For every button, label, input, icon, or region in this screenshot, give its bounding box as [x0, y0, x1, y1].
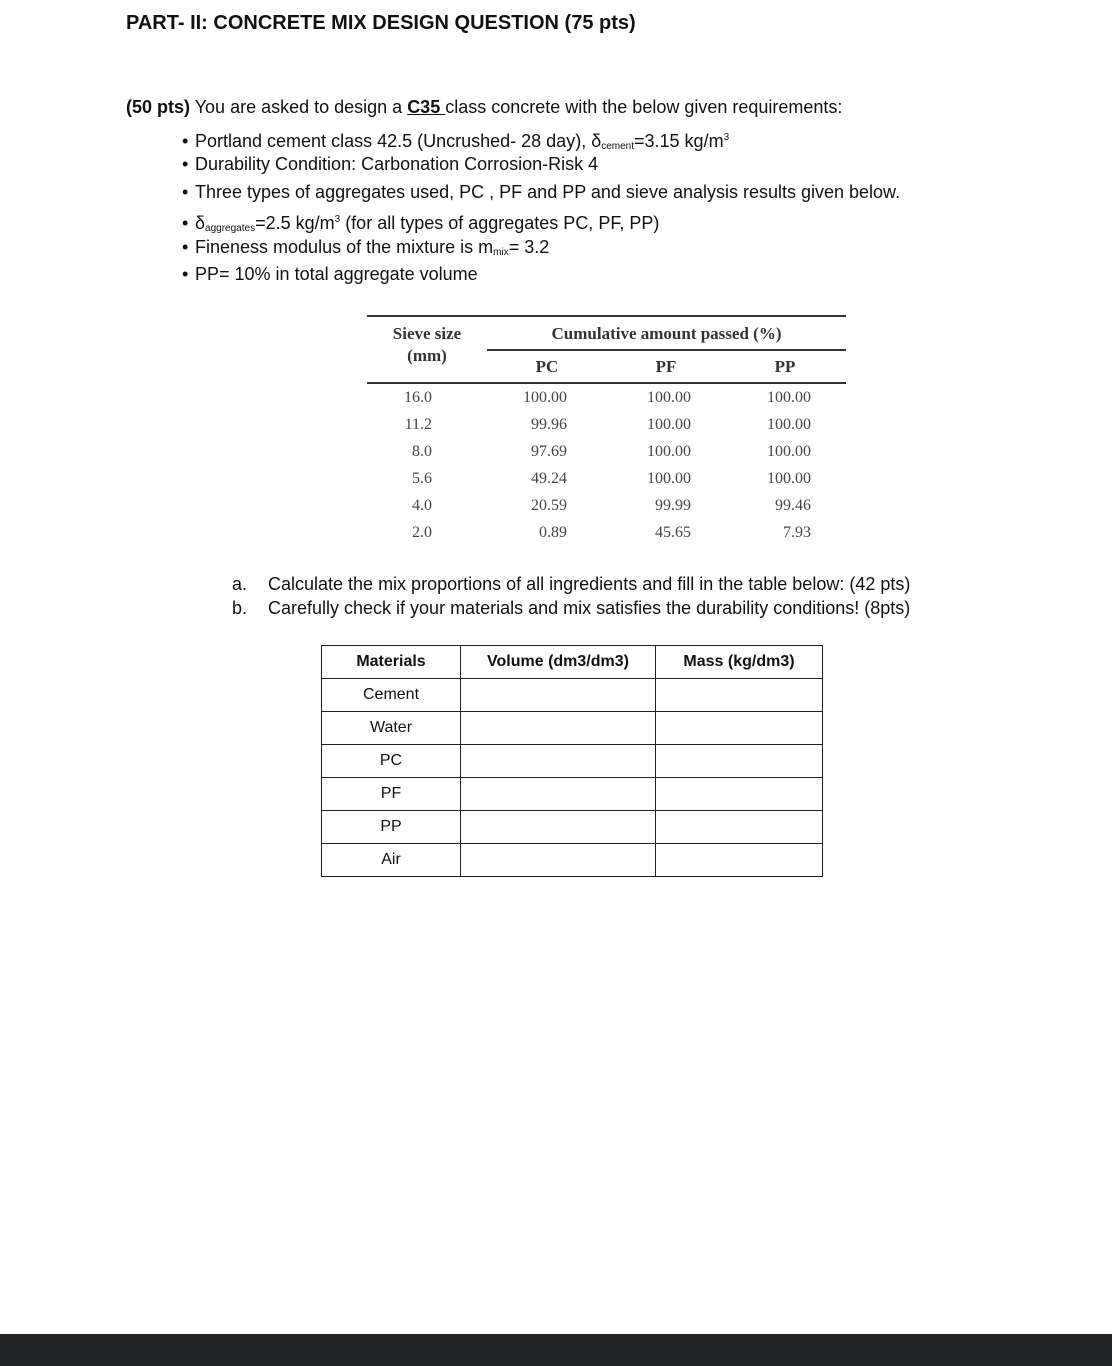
- table-row: [322, 844, 823, 877]
- cement-subscript: cement: [601, 141, 635, 152]
- sieve-size-cell: 4.0: [412, 497, 432, 514]
- page-title: PART- II: CONCRETE MIX DESIGN QUESTION (75 pts): [126, 12, 636, 34]
- volume-header: Volume (dm3/dm3): [461, 646, 656, 679]
- mass-cell[interactable]: [656, 778, 823, 811]
- intro-points: (50 pts): [126, 97, 191, 117]
- pf-cell: 100.00: [647, 389, 691, 406]
- bottom-bar: [0, 1334, 1112, 1366]
- pc-cell: 100.00: [523, 389, 567, 406]
- sieve-size-cell: 2.0: [412, 524, 432, 541]
- requirement-aggregates-text: Three types of aggregates used, PC , PF and PP and sieve analysis results given below.: [195, 181, 901, 202]
- pf-cell: 45.65: [655, 524, 691, 541]
- cumulative-header: Cumulative amount passed (%): [551, 324, 782, 343]
- aggregate-density-note: (for all types of aggregates PC, PF, PP): [340, 213, 660, 234]
- requirement-pp: [182, 261, 900, 288]
- mass-cell[interactable]: [656, 844, 823, 877]
- sieve-unit-header: (mm): [407, 346, 447, 365]
- volume-cell[interactable]: [461, 712, 656, 745]
- pc-cell: 99.96: [531, 416, 567, 433]
- requirement-cement-text: Portland cement class 42.5 (Uncrushed- 28 day), δ: [195, 131, 602, 151]
- sieve-top-rule: [367, 315, 846, 317]
- pp-cell: 100.00: [767, 389, 811, 406]
- table-row: [322, 745, 823, 778]
- question-b-text: Carefully check if your materials and mix satisfies the durability conditions! (8pts): [268, 598, 911, 618]
- requirement-pp-text: PP= 10% in total aggregate volume: [195, 263, 478, 284]
- pc-header: PC: [535, 357, 559, 376]
- volume-cell[interactable]: [461, 844, 656, 877]
- pc-cell: 49.24: [531, 470, 567, 487]
- cement-density: =3.15 kg/m: [634, 131, 724, 151]
- requirement-fineness-text: Fineness modulus of the mixture is m: [195, 236, 494, 257]
- sieve-analysis-table: [367, 315, 846, 550]
- volume-cell[interactable]: [461, 745, 656, 778]
- material-name: PP: [322, 811, 461, 844]
- sieve-size-header: Sieve size: [392, 324, 462, 343]
- requirement-durability: [182, 151, 900, 178]
- volume-cell[interactable]: [461, 679, 656, 712]
- material-name: Water: [322, 712, 461, 745]
- mass-cell[interactable]: [656, 745, 823, 778]
- mix-subscript: mix: [493, 246, 509, 258]
- question-b-label: b.: [232, 598, 248, 618]
- material-name: PC: [322, 745, 461, 778]
- table-row: [322, 811, 823, 844]
- delta-symbol: δ: [195, 213, 206, 234]
- aggregate-unit-superscript: 3: [334, 214, 341, 226]
- material-name: Air: [322, 844, 461, 877]
- volume-cell[interactable]: [461, 811, 656, 844]
- mass-cell[interactable]: [656, 811, 823, 844]
- pf-cell: 100.00: [647, 416, 691, 433]
- table-row: [322, 778, 823, 811]
- question-a: [232, 574, 910, 595]
- pp-cell: 100.00: [767, 416, 811, 433]
- concrete-class: C35: [407, 97, 446, 117]
- pf-cell: 99.99: [655, 497, 691, 514]
- materials-header: Materials: [322, 646, 461, 679]
- table-row: [322, 679, 823, 712]
- pc-cell: 97.69: [531, 443, 567, 460]
- requirement-cement: [182, 124, 900, 151]
- mass-header: Mass (kg/dm3): [656, 646, 823, 679]
- fineness-value: = 3.2: [508, 236, 550, 257]
- aggregate-density: =2.5 kg/m: [255, 213, 335, 234]
- table-row: [322, 712, 823, 745]
- sieve-header-rule: [367, 382, 846, 384]
- pf-cell: 100.00: [647, 443, 691, 460]
- question-b: [232, 598, 910, 619]
- mass-cell[interactable]: [656, 712, 823, 745]
- requirements-list: [182, 124, 900, 288]
- pp-cell: 100.00: [767, 470, 811, 487]
- pf-header: PF: [655, 357, 677, 376]
- pp-cell: 100.00: [767, 443, 811, 460]
- intro-paragraph: [126, 97, 842, 118]
- pc-cell: 0.89: [539, 524, 567, 541]
- pp-header: PP: [774, 357, 796, 376]
- requirement-aggregates: [182, 179, 900, 206]
- pp-cell: 99.46: [775, 497, 811, 514]
- mass-cell[interactable]: [656, 679, 823, 712]
- sieve-size-cell: 5.6: [412, 470, 432, 487]
- sieve-size-cell: 11.2: [404, 416, 432, 433]
- pf-cell: 100.00: [647, 470, 691, 487]
- pc-cell: 20.59: [531, 497, 567, 514]
- volume-cell[interactable]: [461, 778, 656, 811]
- intro-text-before: You are asked to design a: [190, 97, 408, 117]
- aggregates-subscript: aggregates: [205, 223, 256, 235]
- material-name: PF: [322, 778, 461, 811]
- sieve-size-cell: 16.0: [404, 389, 432, 406]
- materials-header-row: [322, 646, 823, 679]
- sieve-size-cell: 8.0: [412, 443, 432, 460]
- materials-table: [321, 645, 823, 877]
- question-a-label: a.: [232, 574, 248, 594]
- intro-text-after: class concrete with the below given requirements:: [445, 97, 843, 117]
- cement-unit-superscript: 3: [723, 132, 730, 143]
- pp-cell: 7.93: [783, 524, 811, 541]
- material-name: Cement: [322, 679, 461, 712]
- requirement-fineness: [182, 234, 900, 261]
- question-a-text: Calculate the mix proportions of all ingredients and fill in the table below: (42 pts): [268, 574, 911, 594]
- requirement-aggregate-density: [182, 206, 900, 233]
- sieve-group-rule: [487, 349, 846, 351]
- requirement-durability-text: Durability Condition: Carbonation Corrosion-Risk 4: [195, 154, 599, 175]
